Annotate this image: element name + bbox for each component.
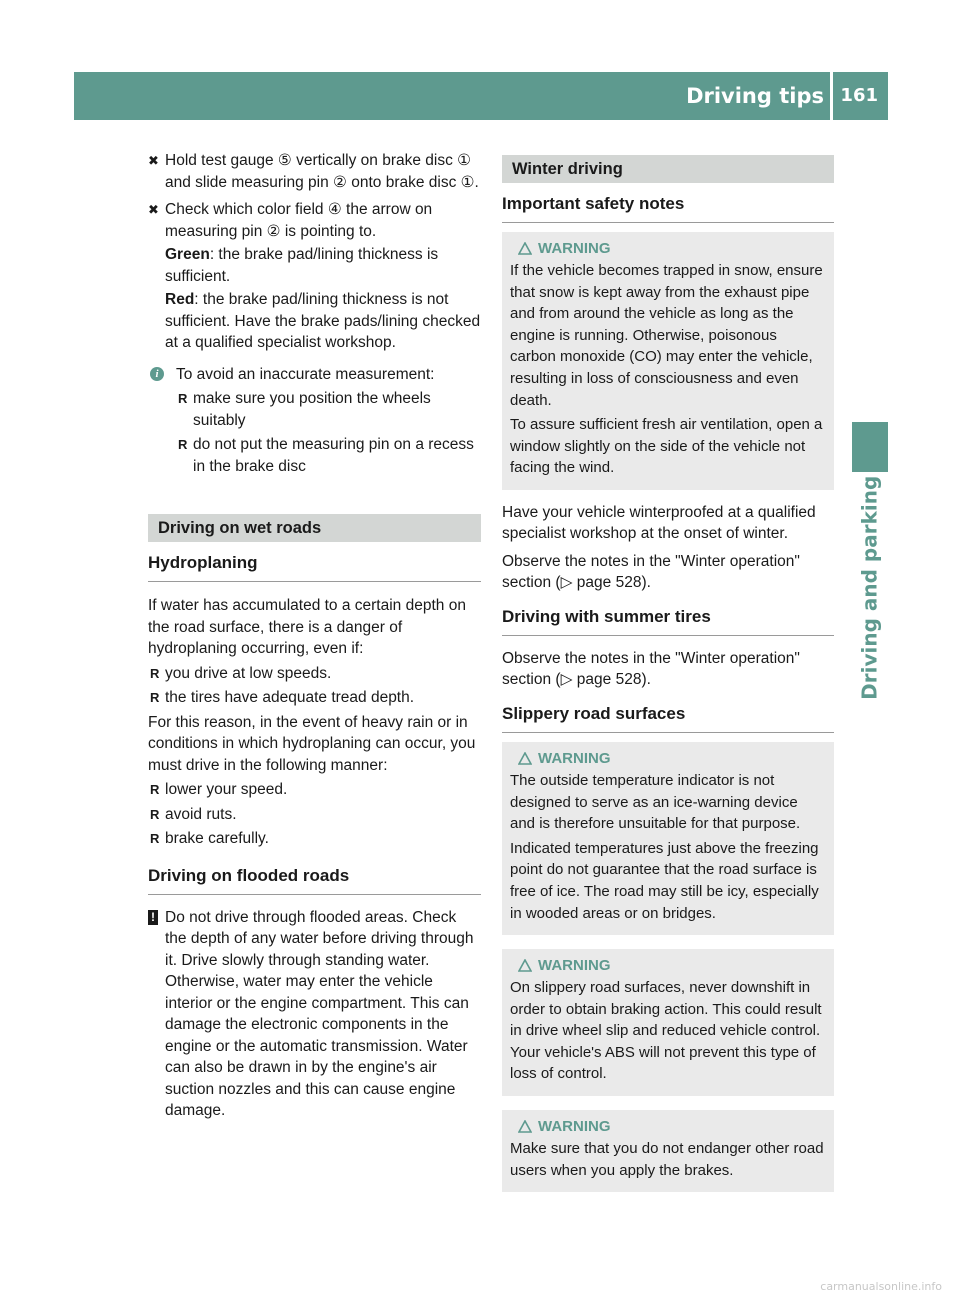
warning-triangle-icon [518, 752, 532, 765]
page-number: 161 [840, 85, 878, 106]
subheading-safety-notes: Important safety notes [502, 193, 834, 223]
green-result: Green: the brake pad/lining thickness is sufficient. [165, 246, 439, 285]
paragraph: Observe the notes in the "Winter operation" section (▷ page 528). [502, 649, 800, 689]
warning-text: To assure sufficient fresh air ventilation, open a window slightly on the side of the vehicle not facing the wind. [510, 416, 823, 477]
bullet-icon: R [150, 665, 160, 681]
subheading-summer-tires: Driving with summer tires [502, 606, 834, 636]
warning-header: WARNING [510, 955, 826, 977]
warning-text: On slippery road surfaces, never downshift in order to obtain braking action. This could result in drive wheel slip and reduced vehicle control. Your vehicle's ABS will not prevent this type of loss of control. [510, 979, 822, 1083]
warning-header: WARNING [510, 238, 826, 260]
list-item: R avoid ruts. [148, 804, 481, 826]
footer-watermark[interactable]: carmanualsonline.info [820, 1280, 942, 1293]
bullet-icon: R [150, 831, 160, 846]
left-column [148, 150, 481, 1122]
warning-box [502, 949, 834, 1096]
warning-triangle-icon [518, 959, 532, 972]
warning-box [502, 232, 834, 490]
subheading-flooded-roads: Driving on flooded roads [148, 865, 481, 895]
bullet-icon: R [178, 437, 188, 452]
page-title: Driving tips [686, 84, 824, 108]
paragraph: If water has accumulated to a certain depth on the road surface, there is a danger of hydroplaning occurring, even if: [148, 597, 466, 657]
info-intro: To avoid an inaccurate measurement: [176, 365, 435, 383]
step-text: Check which color field ④ the arrow on measuring pin ② is pointing to. [165, 201, 433, 240]
notice-text: Do not drive through flooded areas. Check the depth of any water before driving through it. Drive slowly through standing water. Otherwise, water may enter the vehicle interior or the engine compartment. This can damage the electronic components in the engine or the automatic transmission. Water can also be drawn in by the engine's air suction nozzles and this can cause engine damage. [165, 908, 474, 1119]
section-heading-wet-roads: Driving on wet roads [148, 514, 481, 542]
warning-box [502, 1110, 834, 1192]
paragraph: Observe the notes in the "Winter operation" section (▷ page 528). [502, 552, 800, 592]
arrow-marker-icon: ✖ [148, 153, 159, 168]
list-item: R do not put the measuring pin on a recess in the brake disc [178, 436, 474, 475]
warning-triangle-icon [518, 1120, 532, 1133]
warning-header: WARNING [510, 1116, 826, 1138]
header-bar [74, 72, 888, 120]
bullet-icon: R [150, 806, 160, 822]
exclamation-icon: ! [148, 910, 158, 925]
warning-text: The outside temperature indicator is not designed to serve as an ice-warning device and is therefore unsuitable for that purpose. [510, 771, 801, 833]
notice-box [148, 907, 481, 1122]
warning-box [502, 742, 834, 935]
info-note [148, 364, 481, 478]
step-item [148, 150, 481, 193]
chapter-tab-label: Driving and parking [857, 475, 882, 701]
warning-text: If the vehicle becomes trapped in snow, ensure that snow is kept away from the exhaust pipe and from around the vehicle as long as the engine is running. Otherwise, poisonous carbon monoxide (CO) may enter the vehicle, resulting in loss of consciousness and even death. [510, 262, 823, 409]
arrow-marker-icon: ✖ [148, 202, 159, 217]
subheading-slippery-roads: Slippery road surfaces [502, 703, 834, 733]
list-item: R brake carefully. [148, 828, 481, 850]
side-marker [852, 422, 888, 472]
section-heading-winter: Winter driving [502, 155, 834, 183]
step-text: Hold test gauge ⑤ vertically on brake disc ① and slide measuring pin ② onto brake disc ①. [165, 152, 479, 191]
step-item [148, 199, 481, 354]
bullet-icon: R [178, 391, 188, 406]
paragraph: Have your vehicle winterproofed at a qualified specialist workshop at the onset of winter. [502, 503, 816, 543]
warning-text: Indicated temperatures just above the freezing point do not guarantee that the road surface is free of ice. The road may still be icy, especially in wooded areas or on bridges. [510, 839, 819, 922]
chapter-tab [850, 475, 890, 701]
list-item: R lower your speed. [148, 779, 481, 801]
paragraph: For this reason, in the event of heavy rain or in conditions in which hydroplaning can occur, you must drive in the following manner: [148, 713, 476, 774]
header-divider [830, 72, 833, 120]
info-icon: i [150, 367, 164, 381]
list-item: R the tires have adequate tread depth. [148, 687, 481, 709]
warning-triangle-icon [518, 242, 532, 255]
warning-header: WARNING [510, 748, 826, 770]
right-column [502, 155, 834, 1192]
list-item: R make sure you position the wheels suitably [178, 390, 431, 429]
bullet-icon: R [150, 690, 160, 705]
red-result: Red: the brake pad/lining thickness is not sufficient. Have the brake pads/lining checked at a qualified specialist workshop. [165, 291, 481, 351]
subheading-hydroplaning: Hydroplaning [148, 552, 481, 582]
bullet-icon: R [150, 782, 160, 797]
warning-text: Make sure that you do not endanger other road users when you apply the brakes. [510, 1140, 824, 1179]
list-item: R you drive at low speeds. [148, 663, 481, 685]
